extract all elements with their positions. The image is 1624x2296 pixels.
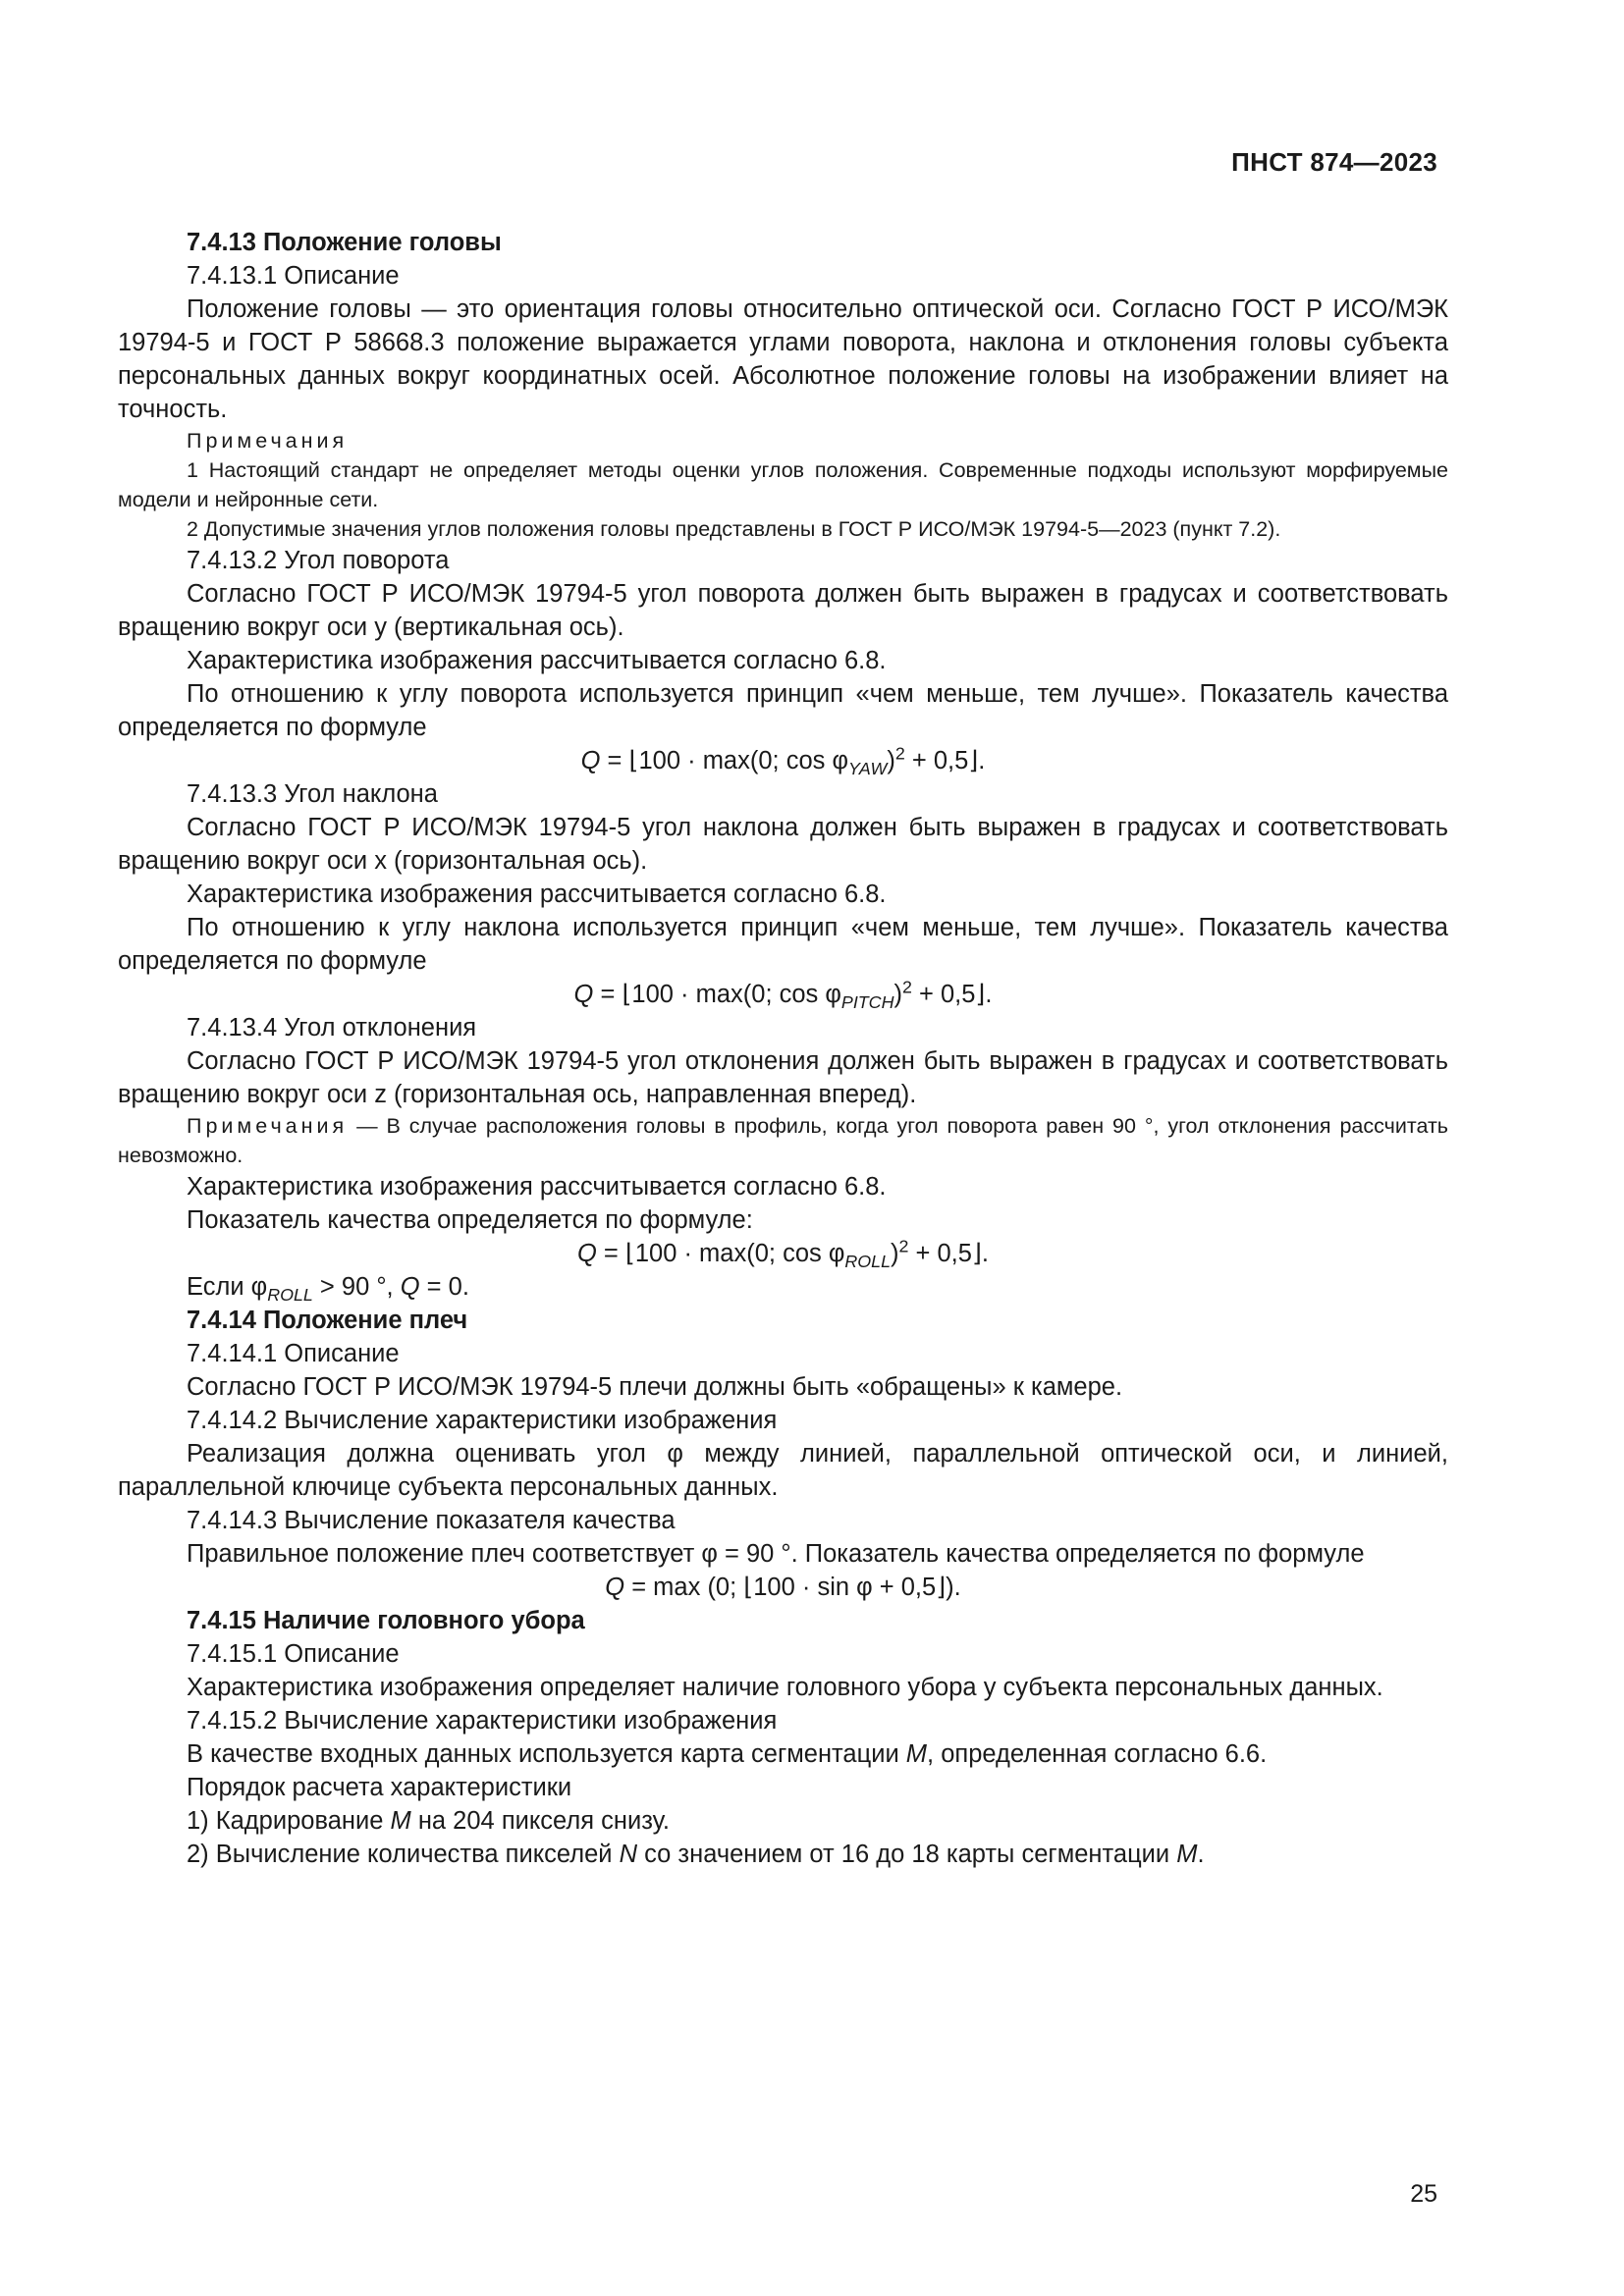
document-body (118, 226, 1448, 1871)
formula-roll: Q = ⌊ 100 · max(0; $\cos \varphi_{ROLL})^2$ + 0,5⌋. (118, 1237, 1448, 1270)
subsection-title: 7.4.14.1 Описание (187, 1340, 400, 1367)
section-heading-7-4-13: 7.4.13 Положение головы (187, 229, 502, 256)
formula-shoulders: Q = max (0; ⌊ 100 · sin φ + 0,5⌋). (118, 1571, 1448, 1604)
note: Примечания — В случае расположения головы в профиль, когда угол поворота равен 90 °, угол отклонения рассчитать невозможно. (118, 1114, 1448, 1167)
subsection-title: 7.4.15.1 Описание (187, 1640, 400, 1668)
paragraph: В качестве входных данных используется карта сегментации M, определенная согласно 6.6. (187, 1740, 1268, 1768)
paragraph: По отношению к углу наклона используется принцип «чем меньше, тем лучше». Показатель качества определяется по формуле (118, 914, 1448, 975)
subsection-title: 7.4.13.3 Угол наклона (187, 780, 438, 808)
note-1: 1 Настоящий стандарт не определяет методы оценки углов положения. Современные подходы используют морфируемые модели и нейронные сети. (118, 458, 1448, 511)
formula-yaw: Q = ⌊ 100 · max(0; $\cos \varphi_{YAW})^2$ + 0,5⌋. (118, 744, 1448, 777)
paragraph: Согласно ГОСТ Р ИСО/МЭК 19794-5 угол поворота должен быть выражен в градусах и соответствовать вращению вокруг оси y (вертикальная ось). (118, 580, 1448, 641)
paragraph: Согласно ГОСТ Р ИСО/МЭК 19794-5 плечи должны быть «обращены» к камере. (187, 1373, 1123, 1401)
paragraph: Положение головы — это ориентация головы относительно оптической оси. Согласно ГОСТ Р ИСО/МЭК 19794-5 и ГОСТ Р 58668.3 положение выражается углами поворота, наклона и отклонения головы субъекта персональных данных вокруг координатных осей. Абсолютное положение головы на изображении влияет на точность. (118, 295, 1448, 423)
subsection-title: 7.4.14.3 Вычисление показателя качества (187, 1507, 676, 1534)
note-2: 2 Допустимые значения углов положения головы представлены в ГОСТ Р ИСО/МЭК 19794-5—2023 (пункт 7.2). (187, 517, 1281, 541)
section-heading-7-4-15: 7.4.15 Наличие головного убора (187, 1607, 585, 1634)
paragraph: Порядок расчета характеристики (187, 1774, 572, 1801)
paragraph: Согласно ГОСТ Р ИСО/МЭК 19794-5 угол наклона должен быть выражен в градусах и соответствовать вращению вокруг оси x (горизонтальная ось). (118, 814, 1448, 875)
subsection-title: 7.4.13.2 Угол поворота (187, 547, 450, 574)
subsection-title: 7.4.13.1 Описание (187, 262, 400, 290)
paragraph: Характеристика изображения рассчитывается согласно 6.8. (187, 1173, 887, 1201)
page-number: 25 (1410, 2180, 1437, 2208)
subsection-title: 7.4.14.2 Вычисление характеристики изображения (187, 1407, 778, 1434)
list-item: 2) Вычисление количества пикселей N со значением от 16 до 18 карты сегментации M. (187, 1841, 1205, 1868)
section-heading-7-4-14: 7.4.14 Положение плеч (187, 1307, 468, 1334)
formula-pitch: Q = ⌊ 100 · max(0; $\cos \varphi_{PITCH})^2$ + 0,5⌋. (118, 978, 1448, 1011)
paragraph: Показатель качества определяется по формуле: (187, 1206, 753, 1234)
list-item: 1) Кадрирование M на 204 пикселя снизу. (187, 1807, 670, 1835)
paragraph: По отношению к углу поворота используется принцип «чем меньше, тем лучше». Показатель качества определяется по формуле (118, 680, 1448, 741)
subsection-title: 7.4.15.2 Вычисление характеристики изображения (187, 1707, 778, 1735)
paragraph: Характеристика изображения рассчитывается согласно 6.8. (187, 647, 887, 674)
paragraph: Согласно ГОСТ Р ИСО/МЭК 19794-5 угол отклонения должен быть выражен в градусах и соответствовать вращению вокруг оси z (горизонтальная ось, направленная вперед). (118, 1047, 1448, 1108)
paragraph: Характеристика изображения определяет наличие головного убора у субъекта персональных данных. (187, 1674, 1383, 1701)
subsection-title: 7.4.13.4 Угол отклонения (187, 1014, 477, 1041)
document-code: ПНСТ 874—2023 (1231, 147, 1437, 177)
paragraph: Правильное положение плеч соответствует φ = 90 °. Показатель качества определяется по формуле (187, 1540, 1365, 1568)
paragraph: Характеристика изображения рассчитывается согласно 6.8. (187, 881, 887, 908)
paragraph: Реализация должна оценивать угол φ между линией, параллельной оптической оси, и линией, параллельной ключице субъекта персональных данных. (118, 1440, 1448, 1501)
condition-line: Если $\varphi_{ROLL} > 90$ °, Q = 0. (187, 1273, 469, 1306)
notes-label: Примечания (187, 429, 349, 453)
